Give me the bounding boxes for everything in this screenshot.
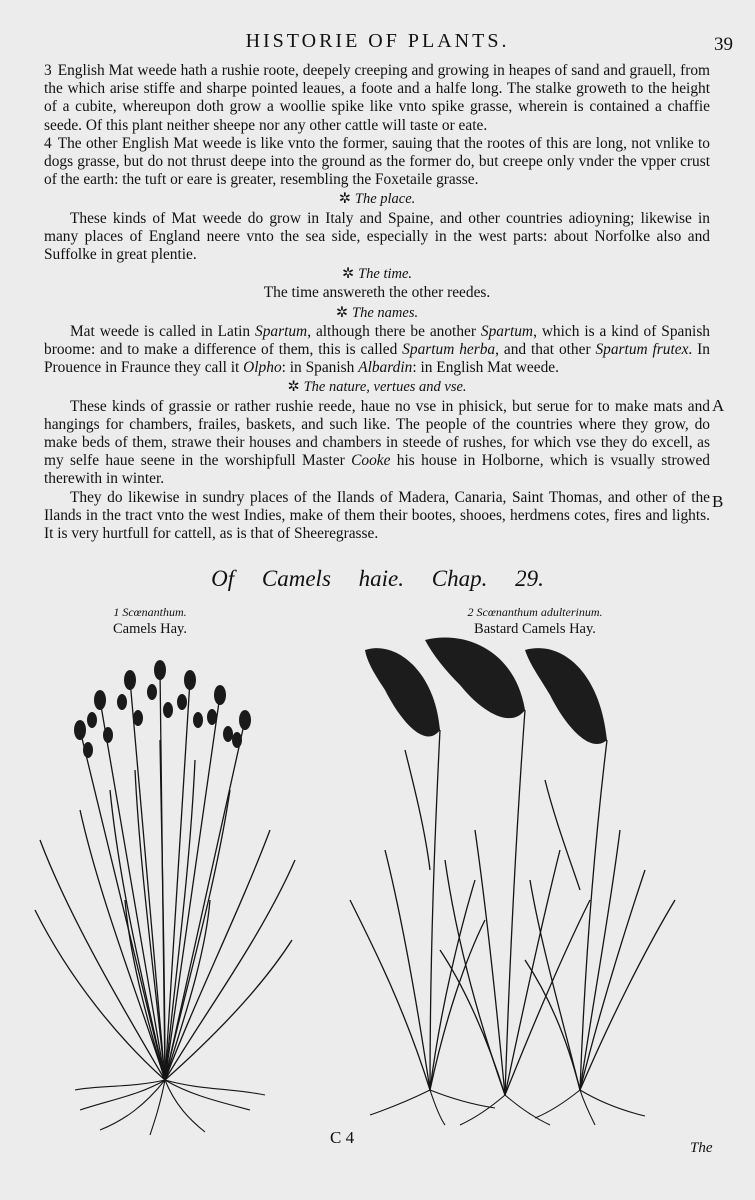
paragraph-text: English Mat weede hath a rushie roote, deepely creeping and growing in heapes of sand and grauell, from the which arise stiffe and sharpe pointed leaues, a foote and a halfe long. The stalke groweth to the height of a cubite, whereupon doth grow a woollie spike like vnto spike grasse, wherein is contained a chaffie seede. Of this plant neither sheepe nor any other cattle will taste or eate. bbox=[44, 62, 710, 134]
chapter-title: Of Camels haie. bbox=[211, 566, 404, 591]
margin-letter-a: A bbox=[712, 396, 725, 415]
paragraph-3 bbox=[44, 62, 710, 135]
figure-english-name: Camels Hay. bbox=[113, 621, 187, 637]
paragraph-nature-b: They do likewise in sundry places of the Ilands of Madera, Canaria, Saint Thomas, and other of the Ilands in the tract vnto the west Indies, make of them their bootes, shooes, herdmens cotes, fires and lights. It is very hurtfull for cattell, as is that of Sheeregrasse. bbox=[44, 488, 710, 543]
paragraph-nature-a: These kinds of grassie or rather rushie reede, haue no vse in phisick, but serue for to make mats and hangings for chambers, frailes, baskets, and such like. The people of the countries where they grow, do make beds of them, strawe their houses and chambers in steede of rushes, for which vse they do excell, as my selfe haue seene in the worshipfull Master Cooke his house in Holborne, which is vsually strowed therewith in winter. bbox=[44, 397, 710, 488]
page-number: 39 bbox=[714, 34, 733, 55]
running-head: HISTORIE OF PLANTS. bbox=[245, 30, 510, 52]
bastard-camels-hay-woodcut bbox=[345, 630, 685, 1130]
body-text bbox=[44, 62, 710, 543]
section-heading-nature: ✲ The nature, vertues and vse. bbox=[287, 379, 467, 396]
camels-hay-woodcut bbox=[30, 640, 300, 1140]
paragraph-4 bbox=[44, 135, 710, 190]
section-heading-time: ✲ The time. bbox=[341, 266, 413, 283]
chapter-number: Chap. 29. bbox=[431, 566, 544, 591]
section-heading-names: ✲ The names. bbox=[335, 304, 419, 321]
paragraph-place: These kinds of Mat weede do grow in Italy and Spaine, and other countries adioyning; likewise in many places of England neere vnto the sea side, especially in the west parts: about Norfolke also and Suffolke in great plentie. bbox=[44, 209, 710, 264]
figure-caption-1 bbox=[90, 604, 210, 638]
section-heading-place: ✲ The place. bbox=[338, 191, 416, 208]
paragraph-names: Mat weede is called in Latin Spartum, although there be another Spartum, which is a kind of Spanish broome: and to make a difference of them, this is called Spartum herba, and that other Spartum frutex. In Prouence in Fraunce they call it Olpho: in Spanish Albardin: in English Mat weede. bbox=[44, 322, 710, 377]
figure-latin-name: 1 Scœnanthum. bbox=[113, 605, 187, 619]
figure-english-name: Bastard Camels Hay. bbox=[474, 621, 596, 637]
paragraph-text: The other English Mat weede is like vnto the former, sauing that the rootes of this are long, not vnlike to dogs grasse, but do not thrust deepe into the ground as the former do, but creepe only vnder the vpper crust of the earth: the tuft or eare is greater, resembling the Foxetaile grasse. bbox=[44, 134, 710, 189]
paragraph-number: 4 bbox=[44, 134, 52, 152]
paragraph-number: 3 bbox=[44, 62, 52, 79]
figure-latin-name: 2 Scœnanthum adulterinum. bbox=[467, 605, 603, 619]
catchword: The bbox=[690, 1140, 713, 1156]
paragraph-time: The time answereth the other reedes. bbox=[263, 284, 491, 302]
chapter-heading bbox=[0, 566, 755, 592]
signature-mark: C 4 bbox=[330, 1128, 355, 1147]
margin-letter-b: B bbox=[712, 492, 724, 511]
